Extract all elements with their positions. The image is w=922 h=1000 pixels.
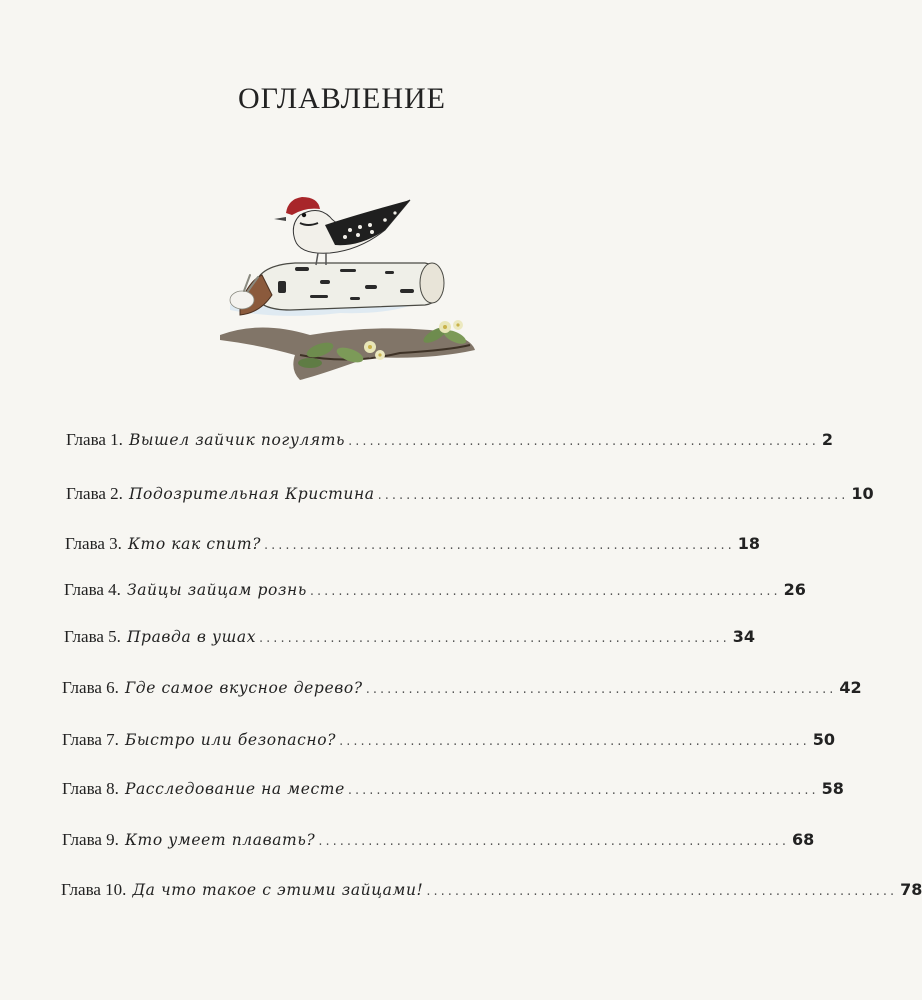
chapter-label: Глава 1.	[66, 430, 123, 449]
chapter-label: Глава 7.	[62, 730, 119, 749]
chapter-label: Глава 10.	[61, 880, 127, 899]
toc-entry[interactable]	[64, 627, 756, 657]
page-number: 2	[821, 430, 833, 449]
dot-leader: ..................................................................	[426, 884, 898, 899]
dot-leader: ..................................................................	[309, 584, 781, 599]
dot-leader: ..................................................................	[339, 734, 810, 749]
dot-leader: ..................................................................	[264, 538, 735, 553]
chapter-label: Глава 9.	[62, 830, 119, 849]
page-title: ОГЛАВЛЕНИЕ	[238, 82, 446, 115]
page-number: 26	[783, 580, 806, 599]
chapter-title: Правда в ушах	[126, 628, 257, 646]
chapter-title: Кто как спит?	[127, 535, 262, 553]
chapter-label: Глава 6.	[62, 678, 119, 697]
toc-entry[interactable]	[66, 430, 833, 460]
toc-entry[interactable]	[62, 678, 862, 708]
page-number: 42	[839, 678, 862, 697]
chapter-title: Где самое вкусное дерево?	[124, 679, 363, 697]
toc-entry[interactable]	[62, 830, 815, 860]
page-number: 68	[792, 830, 815, 849]
chapter-title: Да что такое с этими зайцами!	[132, 881, 424, 899]
toc-entry[interactable]	[62, 730, 836, 760]
chapter-title: Подозрительная Кристина	[128, 485, 375, 503]
toc-entry[interactable]	[62, 779, 844, 809]
toc-entry[interactable]	[66, 484, 874, 514]
woodpecker-on-birch-log-illustration	[200, 185, 480, 390]
page-number: 10	[851, 484, 874, 503]
page-number: 58	[821, 779, 844, 798]
chapter-label: Глава 4.	[64, 580, 121, 599]
chapter-title: Вышел зайчик погулять	[128, 431, 346, 449]
chapter-title: Быстро или безопасно?	[124, 731, 337, 749]
dot-leader: ..................................................................	[347, 783, 819, 798]
dot-leader: ..................................................................	[348, 434, 819, 449]
toc-entry[interactable]	[61, 880, 922, 910]
page-number: 34	[732, 627, 756, 646]
chapter-label: Глава 3.	[65, 534, 122, 553]
dot-leader: ..................................................................	[259, 631, 730, 646]
dot-leader: ..................................................................	[377, 488, 849, 503]
chapter-title: Кто умеет плавать?	[124, 831, 316, 849]
chapter-title: Расследование на месте	[124, 780, 345, 798]
page-number: 50	[812, 730, 836, 749]
chapter-label: Глава 5.	[64, 627, 121, 646]
toc-entry[interactable]	[65, 534, 761, 564]
chapter-label: Глава 8.	[62, 779, 119, 798]
page-number: 18	[737, 534, 761, 553]
dot-leader: ..................................................................	[318, 834, 790, 849]
dot-leader: ..................................................................	[365, 682, 837, 697]
page-number: 78	[900, 880, 922, 899]
chapter-title: Зайцы зайцам рознь	[126, 581, 307, 599]
toc-entry[interactable]	[64, 580, 806, 610]
chapter-label: Глава 2.	[66, 484, 123, 503]
